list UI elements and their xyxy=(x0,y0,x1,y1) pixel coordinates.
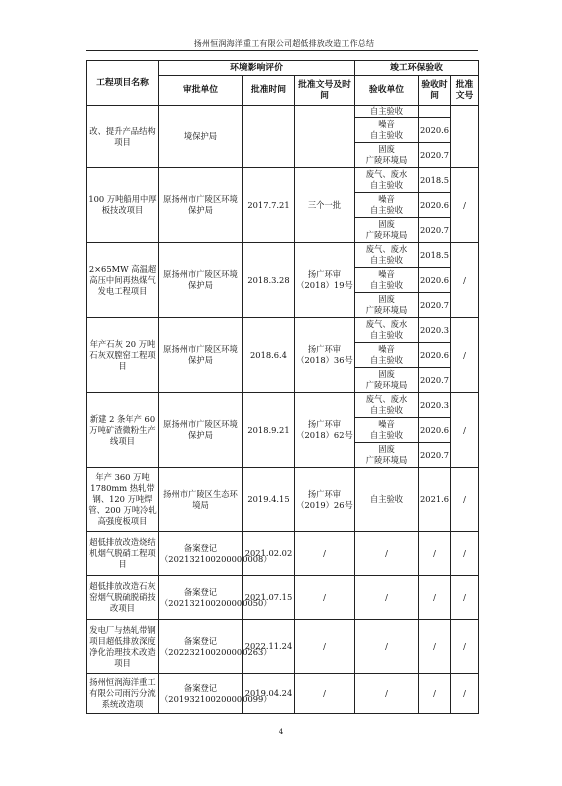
group-acceptance: 竣工环保验收 xyxy=(355,61,479,76)
cell-acceptance-time: 2020.6 xyxy=(419,418,451,443)
cell-approval-time: 2018.9.21 xyxy=(243,393,295,468)
cell-acceptance-unit: 废气、废水 自主验收 xyxy=(355,318,419,343)
cell-acceptance-doc: / xyxy=(451,576,479,620)
cell-approval-time: 2018.3.28 xyxy=(243,243,295,318)
table-row xyxy=(87,468,479,532)
cell-acceptance-unit: 噪音 自主验收 xyxy=(355,268,419,293)
cell-acceptance-doc: / xyxy=(451,674,479,714)
cell-approval-unit: 备案登记（202132100200000008） xyxy=(159,532,243,576)
cell-acceptance-time: 2018.5 xyxy=(419,243,451,268)
table-row xyxy=(87,674,479,714)
cell-acceptance-time: 2020.7 xyxy=(419,293,451,318)
cell-project-name: 100 万吨船用中厚板技改项目 xyxy=(87,168,159,243)
cell-acceptance-time: 2020.3 xyxy=(419,393,451,418)
table-row xyxy=(87,168,479,193)
cell-project-name: 超低排放改造烧结机烟气脱硝工程项目 xyxy=(87,532,159,576)
cell-acceptance-unit: / xyxy=(355,576,419,620)
cell-doc-time: 扬广环审（2019）26号 xyxy=(295,468,355,532)
table-row xyxy=(87,620,479,674)
cell-approval-unit: 扬州市广陵区生态环境局 xyxy=(159,468,243,532)
cell-acceptance-time xyxy=(419,106,451,118)
cell-acceptance-unit: 固废 广陵环境局 xyxy=(355,368,419,393)
cell-doc-time xyxy=(295,106,355,168)
cell-approval-time: 2022.11.24 xyxy=(243,620,295,674)
cell-acceptance-time: 2020.7 xyxy=(419,443,451,468)
cell-acceptance-doc: / xyxy=(451,318,479,393)
cell-acceptance-unit: 废气、废水 自主验收 xyxy=(355,393,419,418)
cell-acceptance-unit: 废气、废水 自主验收 xyxy=(355,243,419,268)
cell-acceptance-time: 2020.7 xyxy=(419,143,451,168)
cell-approval-time: 2019.04.24 xyxy=(243,674,295,714)
cell-approval-time: 2019.4.15 xyxy=(243,468,295,532)
cell-acceptance-time: 2021.6 xyxy=(419,468,451,532)
cell-doc-time: 扬广环审（2018）19号 xyxy=(295,243,355,318)
table-body xyxy=(87,106,479,714)
cell-doc-time: 扬广环审（2018）36号 xyxy=(295,318,355,393)
cell-approval-time: 2021.02.02 xyxy=(243,532,295,576)
cell-approval-unit: 原扬州市广陵区环境保护局 xyxy=(159,168,243,243)
cell-acceptance-doc: / xyxy=(451,620,479,674)
cell-doc-time: 扬广环审（2018）62号 xyxy=(295,393,355,468)
cell-acceptance-time: 2020.7 xyxy=(419,218,451,243)
cell-acceptance-doc: / xyxy=(451,393,479,468)
cell-acceptance-time: 2020.6 xyxy=(419,343,451,368)
group-eia: 环境影响评价 xyxy=(159,61,355,76)
cell-acceptance-unit: 自主验收 xyxy=(355,106,419,118)
cell-doc-time: / xyxy=(295,576,355,620)
page-header: 扬州恒润海洋重工有限公司超低排放改造工作总结 xyxy=(193,39,375,48)
cell-acceptance-time: / xyxy=(419,674,451,714)
cell-acceptance-unit: 废气、废水 自主验收 xyxy=(355,168,419,193)
cell-approval-unit: 备案登记（202232100200000263） xyxy=(159,620,243,674)
cell-approval-unit: 备案登记（201932100200000099） xyxy=(159,674,243,714)
cell-doc-time: 三个一批 xyxy=(295,168,355,243)
cell-project-name: 发电厂与热轧带钢项目超低排放深度净化治理技术改造项目 xyxy=(87,620,159,674)
cell-acceptance-unit: 噪音 自主验收 xyxy=(355,193,419,218)
cell-acceptance-unit: 噪音 自主验收 xyxy=(355,418,419,443)
cell-approval-time: 2018.6.4 xyxy=(243,318,295,393)
cell-acceptance-unit: 自主验收 xyxy=(355,468,419,532)
cell-doc-time: / xyxy=(295,674,355,714)
cell-acceptance-unit: / xyxy=(355,674,419,714)
project-table xyxy=(86,60,479,714)
cell-acceptance-unit: 固废 广陵环境局 xyxy=(355,143,419,168)
cell-doc-time: / xyxy=(295,620,355,674)
header-rule xyxy=(86,50,478,51)
cell-acceptance-time: 2020.6 xyxy=(419,118,451,143)
cell-doc-time: / xyxy=(295,532,355,576)
col-acceptance-doc: 批准文号 xyxy=(451,76,479,106)
cell-acceptance-doc: / xyxy=(451,532,479,576)
cell-approval-unit: 原扬州市广陵区环境保护局 xyxy=(159,393,243,468)
col-acceptance-time: 验收时间 xyxy=(419,76,451,106)
col-acceptance-unit: 验收单位 xyxy=(355,76,419,106)
col-project-name: 工程项目名称 xyxy=(87,61,159,106)
cell-acceptance-unit: 噪音 自主验收 xyxy=(355,118,419,143)
table-row xyxy=(87,106,479,118)
cell-acceptance-time: 2020.7 xyxy=(419,368,451,393)
cell-acceptance-time: / xyxy=(419,620,451,674)
cell-project-name: 超低排放改造石灰窑烟气脱硫脱硝技改项目 xyxy=(87,576,159,620)
cell-approval-unit: 备案登记（202132100200000050） xyxy=(159,576,243,620)
cell-approval-time: 2017.7.21 xyxy=(243,168,295,243)
cell-project-name: 年产 360 万吨 1780mm 热轧带钢、120 万吨焊管、200 万吨冷轧高强度板项目 xyxy=(87,468,159,532)
cell-project-name: 改、提升产品结构项目 xyxy=(87,106,159,168)
cell-acceptance-time: 2020.3 xyxy=(419,318,451,343)
cell-approval-time: 2021.07.15 xyxy=(243,576,295,620)
cell-acceptance-time: / xyxy=(419,532,451,576)
page-number: 4 xyxy=(278,728,284,736)
table-row xyxy=(87,243,479,268)
cell-acceptance-doc: / xyxy=(451,243,479,318)
cell-acceptance-time: / xyxy=(419,576,451,620)
table-row xyxy=(87,532,479,576)
cell-acceptance-unit: / xyxy=(355,620,419,674)
cell-project-name: 扬州恒润海洋重工有限公司雨污分流系统改造项 xyxy=(87,674,159,714)
cell-acceptance-doc: / xyxy=(451,468,479,532)
cell-approval-unit: 原扬州市广陵区环境保护局 xyxy=(159,318,243,393)
cell-project-name: 2×65MW 高温超高压中间再热煤气发电工程项目 xyxy=(87,243,159,318)
cell-approval-unit: 原扬州市广陵区环境保护局 xyxy=(159,243,243,318)
cell-acceptance-time: 2020.6 xyxy=(419,268,451,293)
cell-project-name: 新建 2 条年产 60 万吨矿渣微粉生产线项目 xyxy=(87,393,159,468)
col-approval-unit: 审批单位 xyxy=(159,76,243,106)
cell-acceptance-unit: 固废 广陵环境局 xyxy=(355,218,419,243)
table-row xyxy=(87,318,479,343)
cell-project-name: 年产石灰 20 万吨石灰双膛窑工程项目 xyxy=(87,318,159,393)
cell-acceptance-doc xyxy=(451,106,479,168)
cell-acceptance-time: 2020.6 xyxy=(419,193,451,218)
cell-acceptance-unit: 噪音 自主验收 xyxy=(355,343,419,368)
table-row xyxy=(87,576,479,620)
cell-acceptance-unit: 固废 广陵环境局 xyxy=(355,443,419,468)
cell-acceptance-doc: / xyxy=(451,168,479,243)
cell-acceptance-unit: / xyxy=(355,532,419,576)
cell-acceptance-unit: 固废 广陵环境局 xyxy=(355,293,419,318)
cell-approval-unit: 境保护局 xyxy=(159,106,243,168)
col-approval-time: 批准时间 xyxy=(243,76,295,106)
cell-approval-time xyxy=(243,106,295,168)
cell-acceptance-time: 2018.5 xyxy=(419,168,451,193)
table-row xyxy=(87,393,479,418)
col-doc-time: 批准文号及时间 xyxy=(295,76,355,106)
